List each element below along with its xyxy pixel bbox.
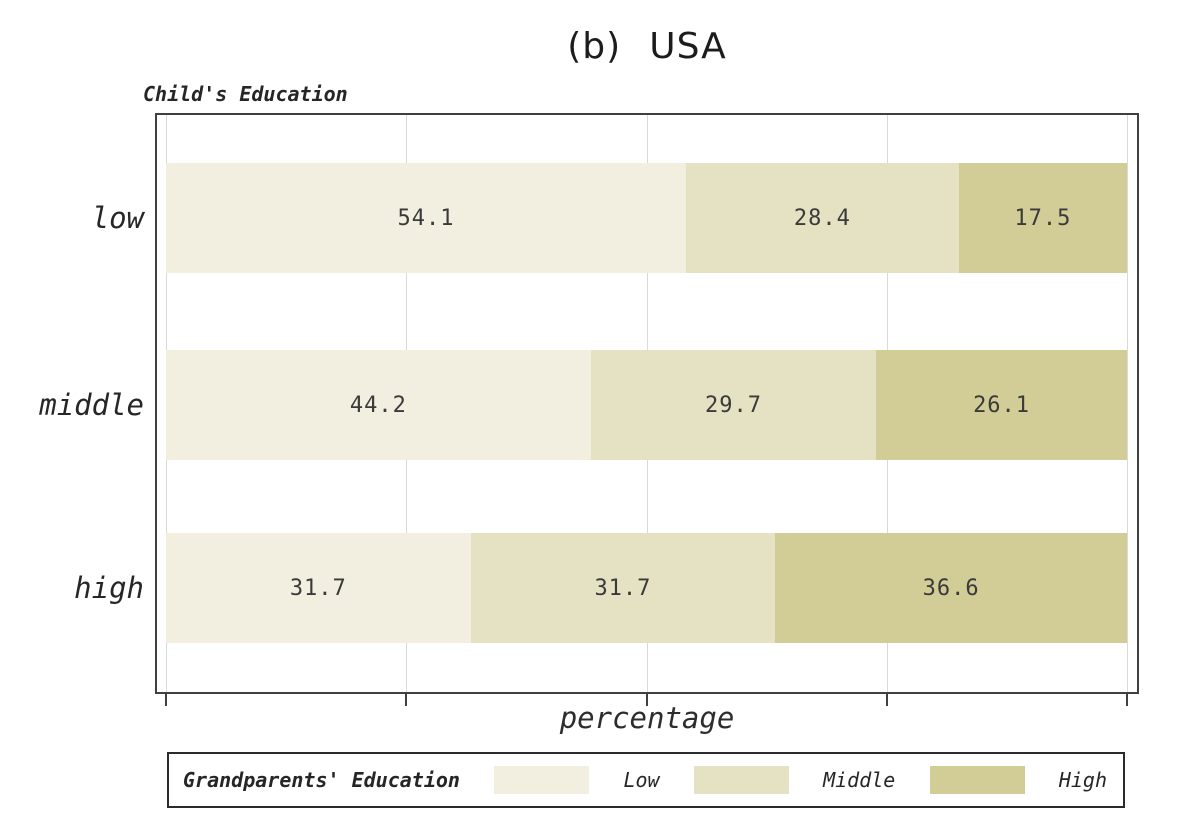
bar-segment-high-grandparents-middle — [471, 533, 776, 643]
segment-value: 28.4 — [793, 205, 851, 231]
legend-title: Grandparents' Education — [183, 768, 460, 792]
legend-label-middle: Middle — [823, 768, 896, 792]
bar-segment-middle-grandparents-high — [876, 350, 1127, 460]
segment-value: 26.1 — [973, 392, 1031, 418]
segment-value: 31.7 — [594, 575, 652, 601]
gridline-100 — [1127, 115, 1128, 692]
segment-value: 29.7 — [704, 392, 762, 418]
bar-segment-middle-grandparents-middle — [591, 350, 876, 460]
segment-value: 36.6 — [922, 575, 980, 601]
bar-row-low — [166, 163, 1127, 273]
category-label-low: low — [91, 201, 144, 235]
bar-segment-low-grandparents-low — [166, 163, 686, 273]
legend-swatch-high — [930, 766, 1025, 794]
category-label-high: high — [74, 571, 144, 605]
bar-segment-low-grandparents-middle — [686, 163, 959, 273]
chart-title — [155, 26, 1139, 67]
plot-area — [155, 113, 1139, 694]
legend — [167, 752, 1125, 808]
chart-title-text: USA — [649, 26, 727, 67]
legend-label-high: High — [1058, 768, 1107, 792]
y-axis-title: Child's Education — [143, 82, 348, 106]
bar-segment-middle-grandparents-low — [166, 350, 591, 460]
legend-label-low: Low — [623, 768, 660, 792]
segment-value: 17.5 — [1014, 205, 1072, 231]
category-label-middle: middle — [39, 388, 144, 422]
x-axis-title: percentage — [559, 701, 735, 735]
segment-value: 31.7 — [289, 575, 347, 601]
chart-title-index: (b) — [567, 26, 622, 67]
bar-segment-high-grandparents-low — [166, 533, 471, 643]
bar-segment-low-grandparents-high — [959, 163, 1127, 273]
bar-row-high — [166, 533, 1127, 643]
bar-row-middle — [166, 350, 1127, 460]
legend-swatch-low — [494, 766, 589, 794]
bar-segment-high-grandparents-high — [775, 533, 1127, 643]
segment-value: 54.1 — [397, 205, 455, 231]
legend-swatch-middle — [694, 766, 789, 794]
segment-value: 44.2 — [349, 392, 407, 418]
